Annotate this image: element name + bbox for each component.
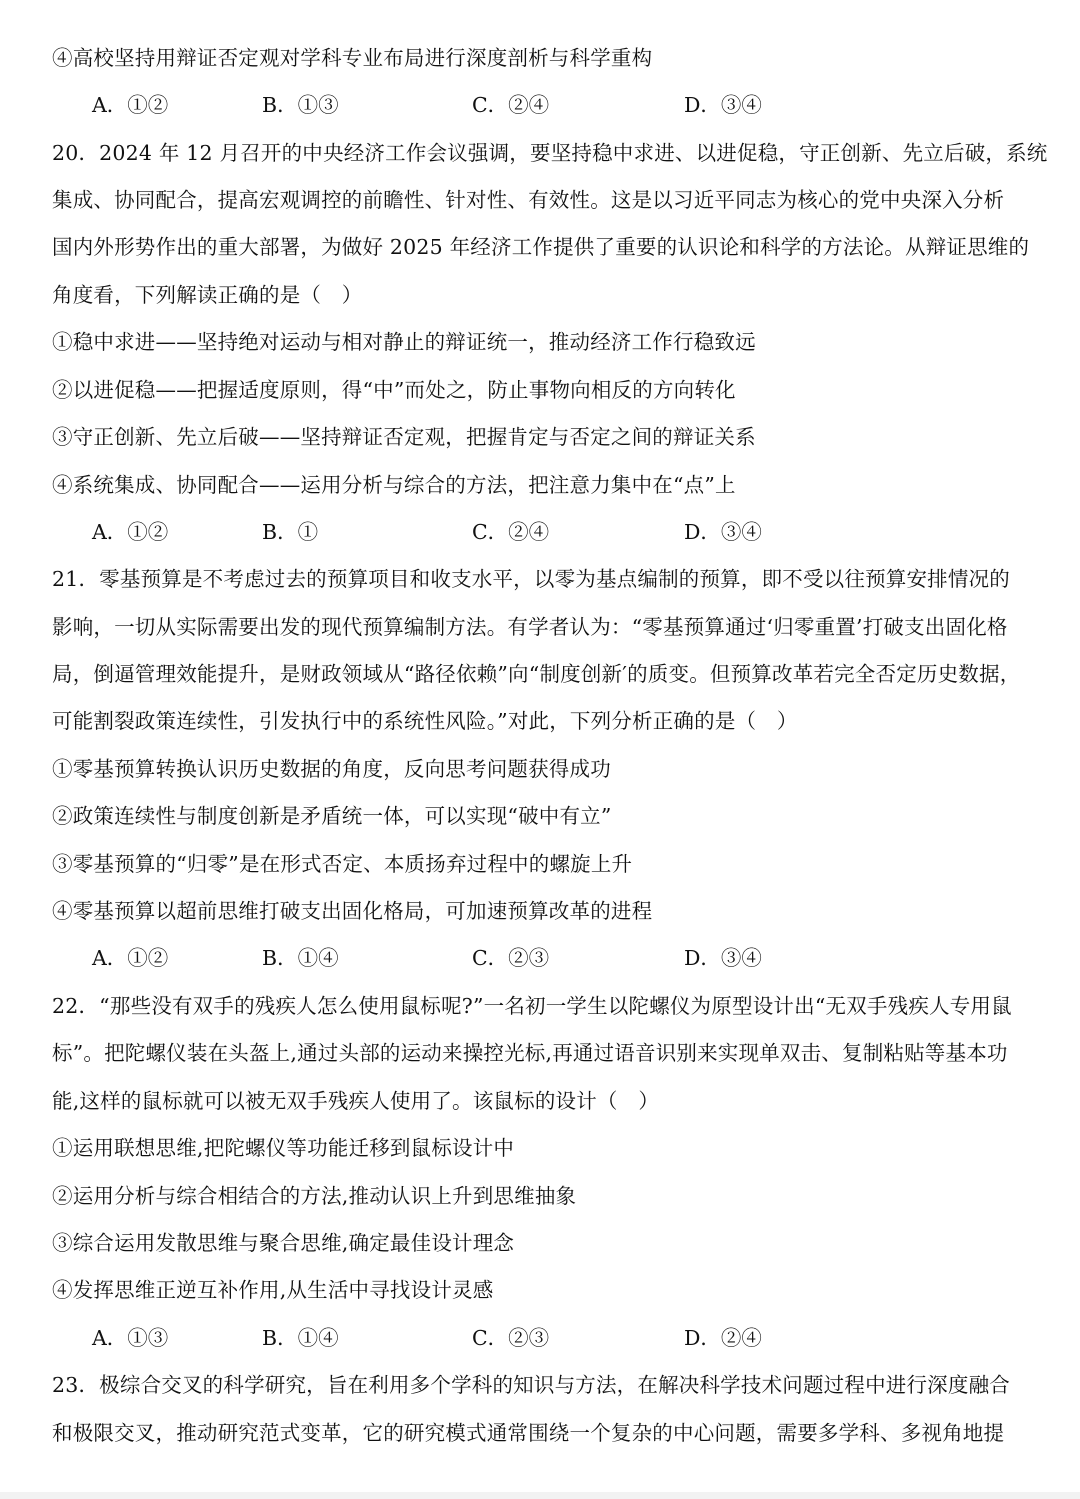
top-option-c: C．②④ (472, 93, 550, 117)
q21-statement-4: ④零基预算以超前思维打破支出固化格局，可加速预算改革的进程 (52, 899, 653, 923)
q22-option-b: B．①④ (262, 1326, 339, 1350)
q22-stem-line-3: 能,这样的鼠标就可以被无双手残疾人使用了。该鼠标的设计（ ） (52, 1089, 660, 1113)
q20-option-b: B．① (262, 520, 319, 544)
q21-option-a: A．①② (92, 946, 169, 970)
q23-stem-line-1: 23．极综合交叉的科学研究，旨在利用多个学科的知识与方法，在解决科学技术问题过程中进行深度融合 (52, 1373, 1010, 1397)
q21-statement-1: ①零基预算转换认识历史数据的角度，反向思考问题获得成功 (52, 757, 611, 781)
top-option-b: B．①③ (262, 93, 339, 117)
q22-statement-4: ④发挥思维正逆互补作用,从生活中寻找设计灵感 (52, 1278, 494, 1302)
q21-statement-2: ②政策连续性与制度创新是矛盾统一体，可以实现“破中有立” (52, 804, 612, 828)
q20-option-d: D．③④ (684, 520, 762, 544)
q22-statement-1: ①运用联想思维,把陀螺仪等功能迁移到鼠标设计中 (52, 1136, 515, 1160)
q21-statement-3: ③零基预算的“归零”是在形式否定、本质扬弃过程中的螺旋上升 (52, 852, 633, 876)
q20-statement-2: ②以进促稳——把握适度原则，得“中”而处之，防止事物向相反的方向转化 (52, 378, 736, 402)
q21-option-d: D．③④ (684, 946, 762, 970)
q20-stem-line-2: 集成、协同配合，提高宏观调控的前瞻性、针对性、有效性。这是以习近平同志为核心的党中央深入分析 (52, 188, 1005, 212)
q22-option-c: C．②③ (472, 1326, 550, 1350)
q22-option-d: D．②④ (684, 1326, 762, 1350)
q20-statement-1: ①稳中求进——坚持绝对运动与相对静止的辩证统一，推动经济工作行稳致远 (52, 330, 756, 354)
q20-stem-line-3: 国内外形势作出的重大部署，为做好 2025 年经济工作提供了重要的认识论和科学的方法论。从辩证思维的 (52, 235, 1030, 259)
top-statement-4: ④高校坚持用辩证否定观对学科专业布局进行深度剖析与科学重构 (52, 46, 653, 70)
q21-stem-line-3: 局，倒逼管理效能提升，是财政领域从“路径依赖”向“制度创新′的质变。但预算改革若完全否定历史数据， (52, 662, 1021, 686)
q20-stem-line-1: 20．2024 年 12 月召开的中央经济工作会议强调，要坚持稳中求进、以进促稳，守正创新、先立后破，系统 (52, 141, 1048, 165)
q22-statement-3: ③综合运用发散思维与聚合思维,确定最佳设计理念 (52, 1231, 515, 1255)
top-option-d: D．③④ (684, 93, 762, 117)
q21-option-b: B．①④ (262, 946, 339, 970)
q23-stem-line-2: 和极限交叉，推动研究范式变革，它的研究模式通常围绕一个复杂的中心问题，需要多学科、多视角地提 (52, 1421, 1005, 1445)
q20-options (92, 517, 992, 547)
q20-stem-line-4: 角度看，下列解读正确的是（ ） (52, 283, 363, 307)
q21-stem-line-2: 影响，一切从实际需要出发的现代预算编制方法。有学者认为：“零基预算通过‘归零重置’打破支出固化格 (52, 615, 1008, 639)
page-bottom-edge (0, 1492, 1080, 1499)
q22-option-a: A．①③ (92, 1326, 169, 1350)
q22-stem-line-1: 22．“那些没有双手的残疾人怎么使用鼠标呢?”一名初一学生以陀螺仪为原型设计出“无双手残疾人专用鼠 (52, 994, 1012, 1018)
q20-statement-4: ④系统集成、协同配合——运用分析与综合的方法，把注意力集中在“点”上 (52, 473, 736, 497)
q21-stem-line-4: 可能割裂政策连续性，引发执行中的系统性风险。”对此，下列分析正确的是（ ） (52, 709, 798, 733)
top-options (92, 90, 992, 120)
q20-option-c: C．②④ (472, 520, 550, 544)
q21-stem-line-1: 21．零基预算是不考虑过去的预算项目和收支水平，以零为基点编制的预算，即不受以往预算安排情况的 (52, 567, 1010, 591)
q22-options (92, 1323, 992, 1353)
q22-statement-2: ②运用分析与综合相结合的方法,推动认识上升到思维抽象 (52, 1184, 577, 1208)
q20-statement-3: ③守正创新、先立后破——坚持辩证否定观，把握肯定与否定之间的辩证关系 (52, 425, 756, 449)
top-option-a: A．①② (92, 93, 169, 117)
q22-stem-line-2: 标”。把陀螺仪装在头盔上,通过头部的运动来操控光标,再通过语音识别来实现单双击、复制粘贴等基本功 (52, 1041, 1008, 1065)
q20-option-a: A．①② (92, 520, 169, 544)
q21-options (92, 943, 992, 973)
q21-option-c: C．②③ (472, 946, 550, 970)
